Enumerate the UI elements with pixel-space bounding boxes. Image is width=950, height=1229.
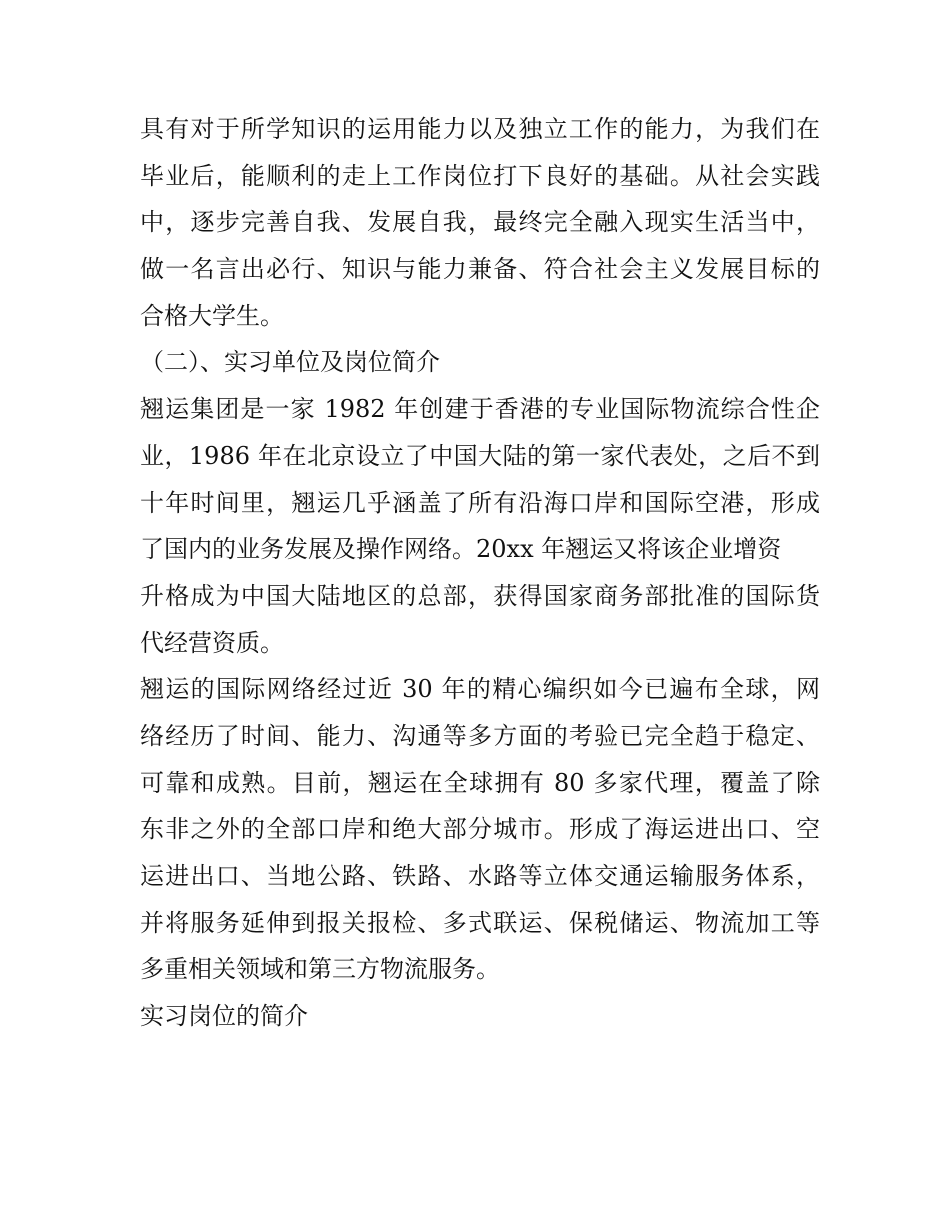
section-heading-internship-unit	[140, 339, 820, 386]
text-line: 业，1986 年在北京设立了中国大陆的第一家代表处，之后不到	[140, 441, 820, 470]
paragraph-intro-conclusion	[140, 106, 820, 339]
text-line: 了国内的业务发展及操作网络。20xx 年翘运又将该企业增资	[140, 535, 782, 564]
heading-text: （二）、实习单位及岗位简介	[140, 348, 440, 377]
section-heading-position-intro	[140, 993, 820, 1040]
text-line: 做一名言出必行、知识与能力兼备、符合社会主义发展目标的	[140, 255, 820, 284]
text-line: 络经历了时间、能力、沟通等多方面的考验已完全趋于稳定、	[140, 721, 820, 750]
text-line: 多重相关领域和第三方物流服务。	[140, 955, 500, 984]
text-line: 运进出口、当地公路、铁路、水路等立体交通运输服务体系，	[140, 862, 820, 890]
text-line: 十年时间里，翘运几乎涵盖了所有沿海口岸和国际空港，形成	[140, 488, 820, 517]
text-line: 翘运的国际网络经过近 30 年的精心编织如今已遍布全球，网	[140, 675, 820, 704]
text-line: 代经营资质。	[140, 628, 284, 657]
text-line: 东非之外的全部口岸和绝大部分城市。形成了海运进出口、空	[140, 815, 820, 844]
text-line: 具有对于所学知识的运用能力以及独立工作的能力，为我们在	[140, 115, 820, 143]
paragraph-company-network	[140, 666, 820, 993]
text-line: 可靠和成熟。目前，翘运在全球拥有 80 多家代理，覆盖了除	[140, 768, 820, 797]
text-line: 合格大学生。	[140, 301, 284, 330]
text-line: 中，逐步完善自我、发展自我，最终完全融入现实生活当中，	[140, 208, 820, 237]
text-line: 并将服务延伸到报关报检、多式联运、保税储运、物流加工等	[140, 908, 820, 937]
heading-text: 实习岗位的简介	[140, 1002, 308, 1031]
paragraph-company-history	[140, 386, 820, 666]
text-line: 升格成为中国大陆地区的总部，获得国家商务部批准的国际货	[140, 581, 820, 610]
text-line: 翘运集团是一家 1982 年创建于香港的专业国际物流综合性企	[140, 395, 820, 424]
document-body	[140, 106, 820, 1040]
text-line: 毕业后，能顺利的走上工作岗位打下良好的基础。从社会实践	[140, 161, 820, 190]
